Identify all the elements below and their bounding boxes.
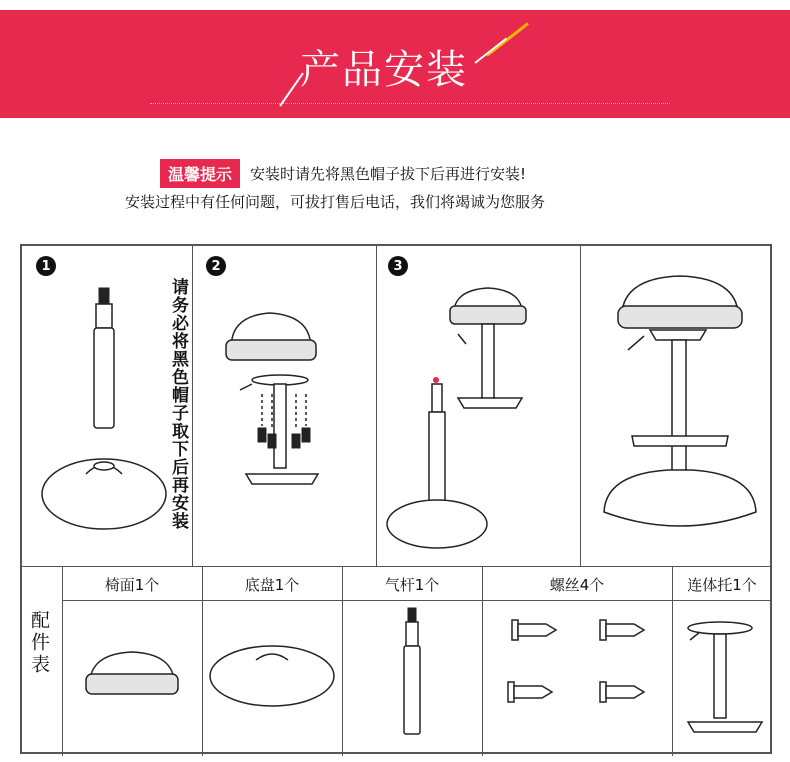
screw-icon xyxy=(508,682,552,702)
gas-lift-icon xyxy=(404,646,420,734)
part-label: 气杆1个 xyxy=(384,576,440,594)
parts-heading: 配件表 xyxy=(28,610,50,676)
part-label: 连体托1个 xyxy=(687,576,757,594)
screw-icon xyxy=(600,682,644,702)
screw-icon xyxy=(600,620,644,640)
step-number: 3 xyxy=(388,256,408,276)
tip-text: 安装时请先将黑色帽子拔下后再进行安装! xyxy=(250,164,527,183)
step1-note: 请务必将黑色帽子取下后再安装 xyxy=(168,278,188,530)
part-label: 椅面1个 xyxy=(104,576,160,594)
step-number: 2 xyxy=(206,256,226,276)
screw-icon xyxy=(512,620,556,640)
footrest-bracket-icon xyxy=(688,622,752,634)
tip-text-secondary: 安装过程中有任何问题，可拔打售后电话，我们将竭诚为您服务 xyxy=(125,193,546,211)
part-label: 螺丝4个 xyxy=(549,576,605,594)
tip-badge: 温馨提示 xyxy=(160,159,240,188)
step-number: 1 xyxy=(36,256,56,276)
part-label: 底盘1个 xyxy=(244,576,300,594)
base-disc-icon xyxy=(210,646,334,706)
page-title: 产品安装 xyxy=(300,47,468,93)
